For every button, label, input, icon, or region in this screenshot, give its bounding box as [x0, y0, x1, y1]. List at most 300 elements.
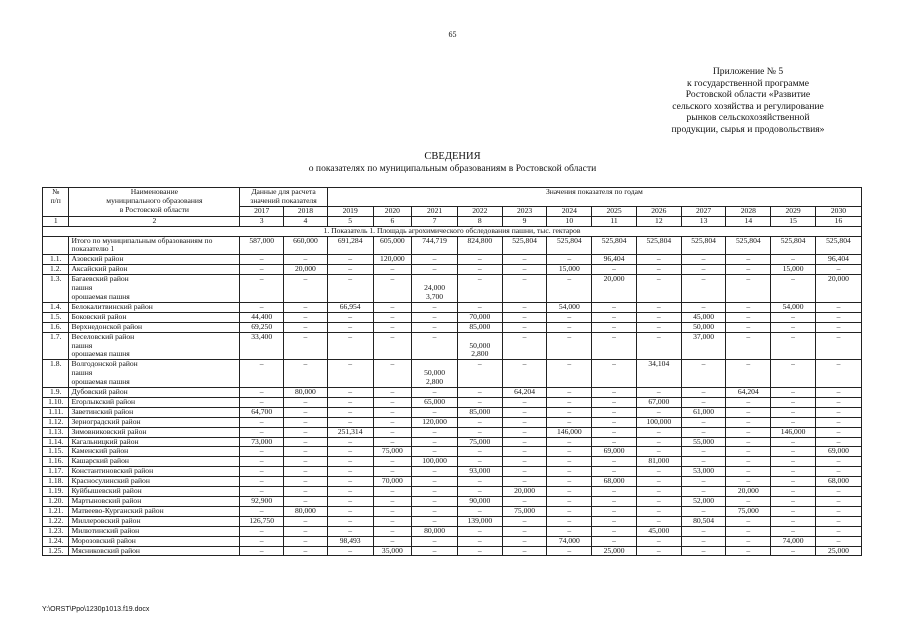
row-number: 1.14.	[43, 437, 69, 447]
value-cell: –	[373, 322, 412, 332]
value-cell: 660,000	[284, 236, 328, 255]
year-header: 2022	[457, 206, 502, 216]
value-cell: 68,000	[815, 477, 861, 487]
value-cell: –	[240, 397, 284, 407]
value-cell: –	[547, 437, 592, 447]
value-cell: –	[373, 407, 412, 417]
value-cell: –	[502, 360, 547, 388]
value-cell: –	[636, 332, 681, 360]
value-cell: 80,000	[284, 506, 328, 516]
value-cell: –	[592, 312, 637, 322]
value-cell: –	[327, 265, 373, 275]
value-cell: –	[240, 255, 284, 265]
appendix-block	[633, 66, 863, 135]
value-cell: 45,000	[636, 526, 681, 536]
value-cell: –	[726, 546, 771, 556]
column-number: 8	[457, 216, 502, 226]
value-cell: –	[636, 546, 681, 556]
value-cell: –	[327, 360, 373, 388]
value-cell: –	[547, 388, 592, 398]
value-cell: –	[284, 497, 328, 507]
value-cell: –	[592, 516, 637, 526]
municipality-name: Кашарский район	[69, 457, 240, 467]
document-title: СВЕДЕНИЯ	[424, 151, 481, 162]
row-number: 1.8.	[43, 360, 69, 388]
value-cell: –	[547, 546, 592, 556]
value-cell: 93,000	[457, 467, 502, 477]
value-cell: –	[815, 526, 861, 536]
value-cell: –	[771, 457, 816, 467]
value-cell: 54,000	[771, 302, 816, 312]
table-row	[43, 487, 862, 497]
value-cell: –	[412, 487, 458, 497]
value-cell: –	[457, 427, 502, 437]
value-cell: 35,000	[373, 546, 412, 556]
value-cell: –	[681, 536, 726, 546]
table-row	[43, 536, 862, 546]
appendix-line: к государственной программе	[687, 77, 809, 89]
value-cell: –	[457, 255, 502, 265]
section-title: 1. Показатель 1. Площадь агрохимического обследования пашни, тыс. гектаров	[43, 226, 862, 236]
value-cell: –	[327, 312, 373, 322]
value-cell: –	[240, 477, 284, 487]
value-cell: –	[240, 417, 284, 427]
value-cell: –	[327, 546, 373, 556]
value-cell: –	[815, 427, 861, 437]
row-number: 1.1.	[43, 255, 69, 265]
value-cell: –	[502, 427, 547, 437]
value-cell: 75,000	[457, 437, 502, 447]
value-cell: –	[726, 467, 771, 477]
value-cell: –	[327, 322, 373, 332]
value-cell: 67,000	[636, 397, 681, 407]
section-row	[43, 226, 862, 236]
value-cell: –	[547, 360, 592, 388]
municipality-name: Азовский район	[69, 255, 240, 265]
municipality-name: Миллеровский район	[69, 516, 240, 526]
value-cell: –	[726, 407, 771, 417]
value-cell: –	[636, 516, 681, 526]
year-header: 2021	[412, 206, 458, 216]
row-number: 1.5.	[43, 312, 69, 322]
table-row	[43, 457, 862, 467]
value-cell: –	[815, 312, 861, 322]
value-cell: 525,804	[636, 236, 681, 255]
value-cell: 33,400	[240, 332, 284, 360]
row-number: 1.18.	[43, 477, 69, 487]
value-cell: –	[726, 312, 771, 322]
value-cell: –	[502, 546, 547, 556]
value-cell: –	[412, 255, 458, 265]
value-cell: –	[457, 506, 502, 516]
value-cell: 85,000	[457, 322, 502, 332]
row-number: 1.19.	[43, 487, 69, 497]
value-cell: –	[502, 332, 547, 360]
value-cell: –	[502, 302, 547, 312]
value-cell: –	[771, 397, 816, 407]
value-cell: –	[636, 302, 681, 312]
value-cell: –	[771, 546, 816, 556]
value-cell: –	[502, 457, 547, 467]
column-number: 10	[547, 216, 592, 226]
value-cell: 74,000	[771, 536, 816, 546]
value-cell: –	[373, 360, 412, 388]
row-number: 1.23.	[43, 526, 69, 536]
value-cell: –	[547, 397, 592, 407]
table-row	[43, 506, 862, 516]
value-cell: –	[815, 360, 861, 388]
value-cell: –	[240, 302, 284, 312]
appendix-line: Ростовской области «Развитие	[685, 89, 811, 100]
value-cell: 73,000	[240, 437, 284, 447]
row-number: 1.9.	[43, 388, 69, 398]
value-cell: –	[457, 526, 502, 536]
appendix-line: сельского хозяйства и регулирование	[672, 100, 824, 112]
num-header: № п/п	[43, 188, 69, 217]
appendix-line: рынков сельскохозяйственной	[686, 112, 810, 123]
value-cell: 20,000	[726, 487, 771, 497]
value-cell: –	[726, 497, 771, 507]
value-cell: –	[457, 417, 502, 427]
table-row	[43, 397, 862, 407]
table-row	[43, 497, 862, 507]
value-cell: –	[502, 397, 547, 407]
value-cell: –	[502, 265, 547, 275]
value-cell: –	[373, 536, 412, 546]
row-number: 1.25.	[43, 546, 69, 556]
value-cell: –	[547, 516, 592, 526]
value-cell: –	[457, 487, 502, 497]
value-cell: –	[592, 457, 637, 467]
value-cell: –	[771, 417, 816, 427]
value-cell: –	[547, 526, 592, 536]
value-cell: –	[547, 407, 592, 417]
value-cell: –	[284, 312, 328, 322]
table-row	[43, 516, 862, 526]
value-cell: 64,204	[502, 388, 547, 398]
value-cell: 64,204	[726, 388, 771, 398]
value-cell: 525,804	[502, 236, 547, 255]
value-cell: 37,000	[681, 332, 726, 360]
value-cell: –	[547, 417, 592, 427]
value-cell: –	[240, 467, 284, 477]
value-cell: 120,000	[373, 255, 412, 265]
value-cell: –	[412, 497, 458, 507]
year-header: 2020	[373, 206, 412, 216]
value-cell: –	[457, 388, 502, 398]
value-cell: 68,000	[592, 477, 637, 487]
value-cell: –	[284, 447, 328, 457]
column-number: 3	[240, 216, 284, 226]
value-cell: –	[636, 477, 681, 487]
table-row	[43, 407, 862, 417]
value-cell: –	[681, 447, 726, 457]
value-cell: –	[815, 332, 861, 360]
table-row	[43, 447, 862, 457]
value-cell: 90,000	[457, 497, 502, 507]
year-header: 2026	[636, 206, 681, 216]
municipality-name: Мартыновский район	[69, 497, 240, 507]
value-cell: –	[771, 467, 816, 477]
value-cell: –	[457, 275, 502, 303]
value-cell: –	[284, 427, 328, 437]
value-cell: –	[327, 487, 373, 497]
value-cell: –	[636, 312, 681, 322]
value-cell: –	[457, 302, 502, 312]
municipality-name: Багаевский район пашня орошаемая пашня	[69, 275, 240, 303]
table-row	[43, 312, 862, 322]
value-cell: –	[327, 497, 373, 507]
value-cell: 80,000	[412, 526, 458, 536]
year-header: 2018	[284, 206, 328, 216]
table-row	[43, 265, 862, 275]
value-cell: –	[240, 506, 284, 516]
value-cell: 25,000	[592, 546, 637, 556]
value-cell: –	[636, 487, 681, 497]
year-header: 2028	[726, 206, 771, 216]
column-number: 1	[43, 216, 69, 226]
value-cell: –	[726, 526, 771, 536]
row-number: 1.6.	[43, 322, 69, 332]
column-number: 11	[592, 216, 637, 226]
value-cell: –	[726, 265, 771, 275]
value-cell: –	[373, 417, 412, 427]
footer-path: Y:\ORST\Ppo\1230p1013.f19.docx	[42, 606, 150, 613]
value-cell: –	[412, 477, 458, 487]
value-cell: –	[284, 332, 328, 360]
name-header: Наименование муниципального образования в Ростовской области	[69, 188, 240, 217]
value-cell: 64,700	[240, 407, 284, 417]
value-cell: –	[636, 536, 681, 546]
value-cell: –	[327, 417, 373, 427]
value-cell: –	[771, 437, 816, 447]
row-number: 1.15.	[43, 447, 69, 457]
value-cell: –	[592, 417, 637, 427]
municipality-name: Итого по муниципальным образованиям по показателю 1	[69, 236, 240, 255]
value-cell: 50,000	[681, 322, 726, 332]
value-cell: –	[681, 477, 726, 487]
value-cell: –	[284, 467, 328, 477]
value-cell: –	[240, 457, 284, 467]
value-cell: –	[327, 397, 373, 407]
value-cell: –	[502, 536, 547, 546]
value-cell: –	[726, 437, 771, 447]
table-row	[43, 236, 862, 255]
value-cell: –	[726, 516, 771, 526]
value-cell: –	[412, 302, 458, 312]
value-cell: –	[373, 487, 412, 497]
column-number: 14	[726, 216, 771, 226]
value-cell: –	[592, 437, 637, 447]
value-cell: –	[771, 487, 816, 497]
value-cell: –	[771, 506, 816, 516]
table-row	[43, 546, 862, 556]
value-cell: –	[502, 447, 547, 457]
value-cell: 744,719	[412, 236, 458, 255]
value-cell: –	[284, 437, 328, 447]
value-cell: –	[592, 427, 637, 437]
table-row	[43, 360, 862, 388]
value-cell: –	[457, 447, 502, 457]
table-row	[43, 477, 862, 487]
value-cell: –	[771, 322, 816, 332]
value-cell: –	[457, 397, 502, 407]
municipality-name: Аксайский район	[69, 265, 240, 275]
municipality-name: Боковский район	[69, 312, 240, 322]
value-cell: –	[502, 322, 547, 332]
value-cell: –	[547, 477, 592, 487]
value-cell: 34,104	[636, 360, 681, 388]
value-cell: –	[457, 477, 502, 487]
value-cell: –	[815, 397, 861, 407]
table-row	[43, 322, 862, 332]
value-cell: 45,000	[681, 312, 726, 322]
municipality-name: Зерноградский район	[69, 417, 240, 427]
table-row	[43, 467, 862, 477]
value-cell: 92,900	[240, 497, 284, 507]
value-cell: –	[815, 388, 861, 398]
value-cell: –	[547, 467, 592, 477]
value-cell: 146,000	[547, 427, 592, 437]
table-row	[43, 526, 862, 536]
value-cell: –	[547, 506, 592, 516]
value-cell: –	[457, 546, 502, 556]
value-cell: 65,000	[412, 397, 458, 407]
value-cell: –	[681, 487, 726, 497]
value-cell: –	[284, 526, 328, 536]
value-cell: –	[815, 322, 861, 332]
row-number: 1.7.	[43, 332, 69, 360]
value-cell: –	[592, 265, 637, 275]
value-cell: –	[726, 255, 771, 265]
value-cell: –	[240, 546, 284, 556]
row-number: 1.24.	[43, 536, 69, 546]
value-cell: –	[547, 255, 592, 265]
table-row	[43, 388, 862, 398]
value-cell: –	[726, 477, 771, 487]
value-cell: –	[412, 427, 458, 437]
value-cell: –	[502, 437, 547, 447]
value-cell: 50,000 2,800	[412, 360, 458, 388]
value-cell: –	[771, 497, 816, 507]
value-cell: 75,000	[726, 506, 771, 516]
value-cell: 146,000	[771, 427, 816, 437]
column-number: 7	[412, 216, 458, 226]
value-cell: 100,000	[636, 417, 681, 427]
value-cell: 20,000	[284, 265, 328, 275]
column-number: 16	[815, 216, 861, 226]
value-cell: 96,404	[815, 255, 861, 265]
column-number: 5	[327, 216, 373, 226]
value-cell: –	[726, 536, 771, 546]
municipality-name: Волгодонской район пашня орошаемая пашня	[69, 360, 240, 388]
row-number	[43, 236, 69, 255]
table-row	[43, 417, 862, 427]
value-cell: –	[240, 388, 284, 398]
value-cell: –	[327, 457, 373, 467]
value-cell: –	[815, 506, 861, 516]
value-cell: 50,000 2,800	[457, 332, 502, 360]
value-cell: 525,804	[771, 236, 816, 255]
table-row	[43, 427, 862, 437]
value-cell: 74,000	[547, 536, 592, 546]
value-cell: 24,000 3,700	[412, 275, 458, 303]
value-cell: –	[726, 322, 771, 332]
value-cell: –	[284, 546, 328, 556]
value-cell: –	[284, 322, 328, 332]
year-header: 2023	[502, 206, 547, 216]
values-header: Значения показателя по годам	[327, 188, 861, 207]
value-cell: –	[502, 312, 547, 322]
value-cell: –	[681, 302, 726, 312]
value-cell: –	[547, 487, 592, 497]
value-cell: –	[327, 516, 373, 526]
row-number: 1.20.	[43, 497, 69, 507]
value-cell: –	[412, 516, 458, 526]
value-cell: –	[681, 255, 726, 265]
indicators-table	[42, 187, 862, 556]
value-cell: –	[502, 417, 547, 427]
value-cell: –	[327, 437, 373, 447]
value-cell: –	[636, 255, 681, 265]
municipality-name: Матвеево-Курганский район	[69, 506, 240, 516]
value-cell: –	[592, 506, 637, 516]
value-cell: –	[726, 417, 771, 427]
value-cell: –	[412, 506, 458, 516]
value-cell: –	[592, 302, 637, 312]
value-cell: –	[373, 388, 412, 398]
municipality-name: Зимовниковский район	[69, 427, 240, 437]
value-cell: –	[284, 302, 328, 312]
value-cell: –	[771, 312, 816, 322]
column-number: 12	[636, 216, 681, 226]
row-number: 1.17.	[43, 467, 69, 477]
value-cell: –	[592, 397, 637, 407]
value-cell: 96,404	[592, 255, 637, 265]
value-cell: –	[547, 322, 592, 332]
value-cell: –	[327, 275, 373, 303]
value-cell: –	[592, 388, 637, 398]
value-cell: –	[240, 360, 284, 388]
value-cell: 69,000	[592, 447, 637, 457]
value-cell: –	[771, 275, 816, 303]
column-number: 13	[681, 216, 726, 226]
value-cell: –	[815, 407, 861, 417]
column-number: 6	[373, 216, 412, 226]
row-number: 1.4.	[43, 302, 69, 312]
value-cell: –	[502, 497, 547, 507]
value-cell: –	[815, 536, 861, 546]
value-cell: –	[327, 467, 373, 477]
value-cell: –	[284, 417, 328, 427]
value-cell: –	[592, 332, 637, 360]
value-cell: 525,804	[592, 236, 637, 255]
value-cell: –	[681, 275, 726, 303]
value-cell: 587,000	[240, 236, 284, 255]
municipality-name: Верхнедонской район	[69, 322, 240, 332]
value-cell: 605,000	[373, 236, 412, 255]
value-cell: 15,000	[771, 265, 816, 275]
row-number: 1.11.	[43, 407, 69, 417]
value-cell: –	[771, 516, 816, 526]
year-header: 2027	[681, 206, 726, 216]
value-cell: –	[547, 457, 592, 467]
value-cell: –	[412, 265, 458, 275]
value-cell: –	[726, 427, 771, 437]
row-number: 1.16.	[43, 457, 69, 467]
value-cell: –	[373, 312, 412, 322]
value-cell: –	[547, 312, 592, 322]
